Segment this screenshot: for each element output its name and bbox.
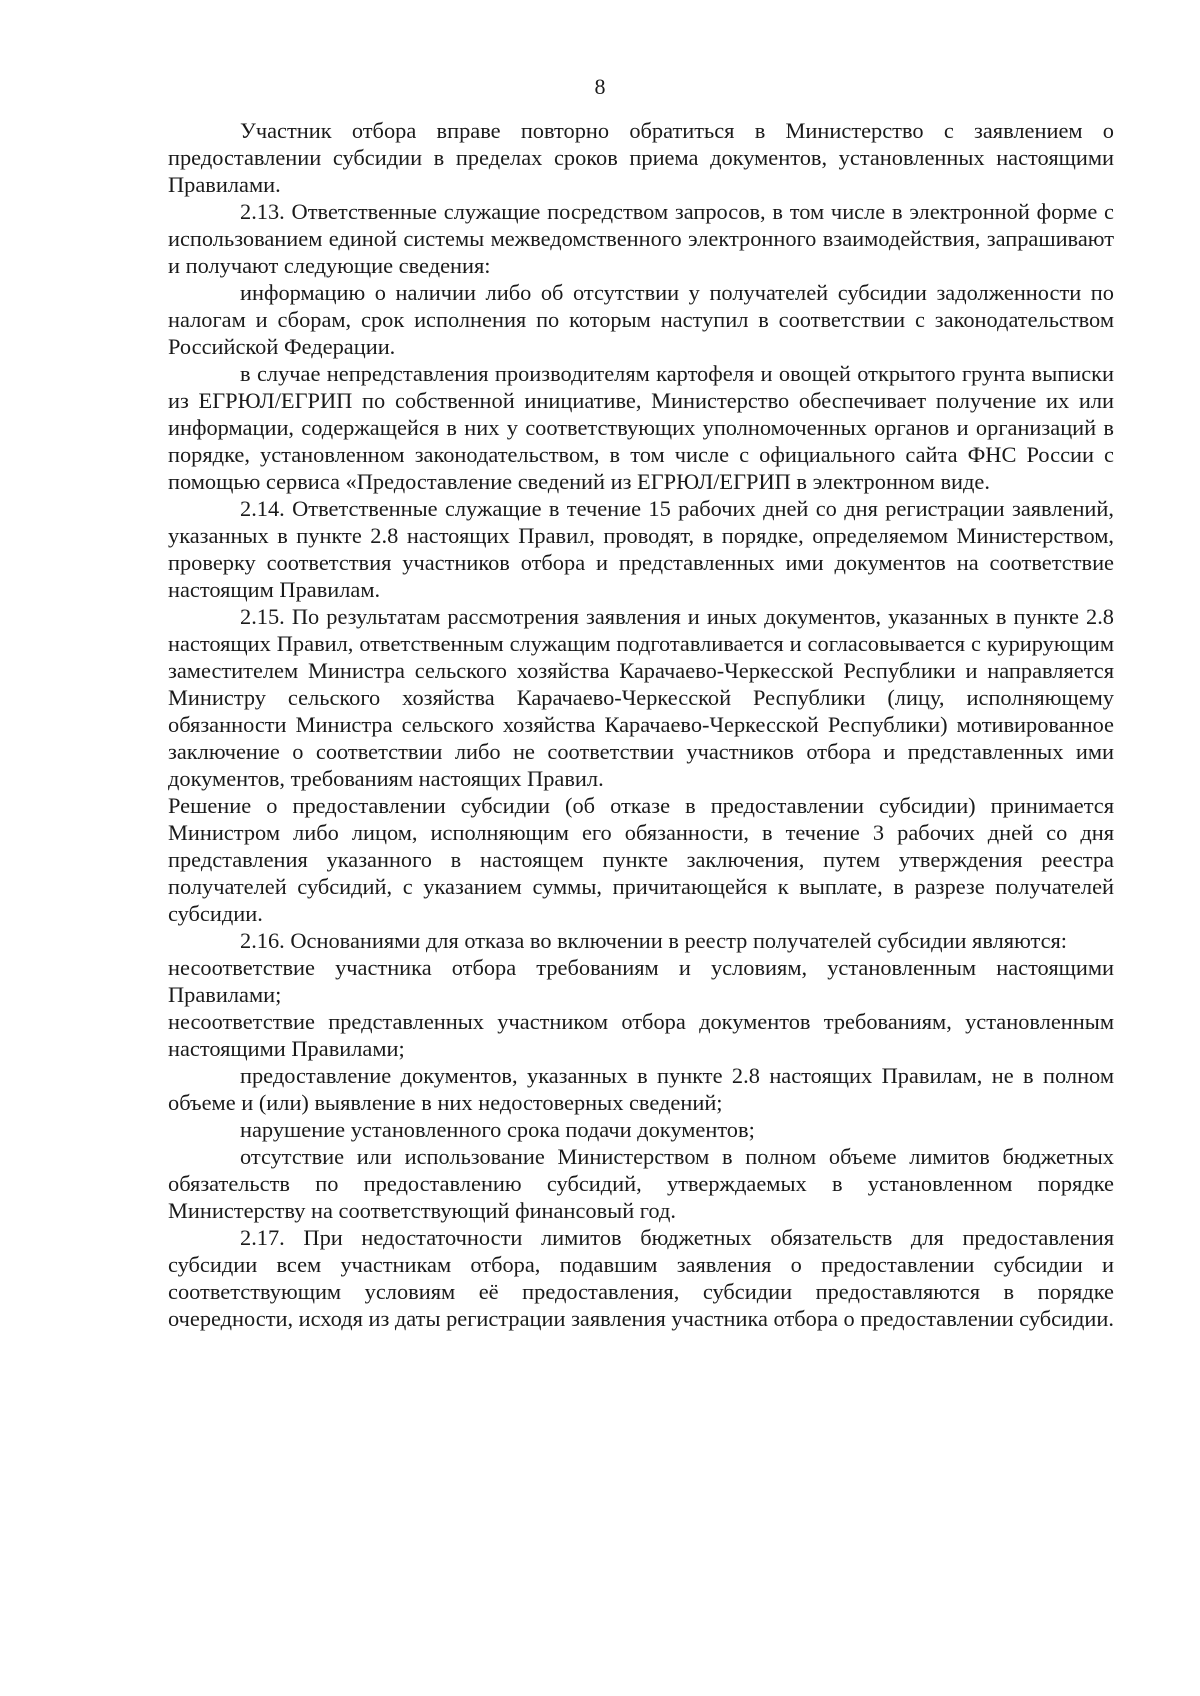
paragraph-2-13: 2.13. Ответственные служащие посредством запросов, в том числе в электронной форме с использованием единой системы межведомственного электронного взаимодействия, запрашивают и получают следующие сведения: <box>168 199 1114 278</box>
refusal-ground-item: несоответствие представленных участником отбора документов требованиям, установленным настоящими Правилами; <box>168 1009 1114 1061</box>
paragraph-2-15: 2.15. По результатам рассмотрения заявления и иных документов, указанных в пункте 2.8 настоящих Правил, ответственным служащим подготавливается и согласовывается с курирующим заместителем Министра сельского хозяйства Карачаево-Черкесской Республики и направляется Министру сельского хозяйства Карачаево-Черкесской Республики (лицу, исполняющему обязанности Министра сельского хозяйства Карачаево-Черкесской Республики) мотивированное заключение о соответствии либо не соответствии участников отбора и представленных ими документов, требованиям настоящих Правил. <box>168 604 1114 791</box>
page-number: 8 <box>594 74 606 99</box>
document-body <box>168 117 1114 1332</box>
paragraph-2-16: 2.16. Основаниями для отказа во включении в реестр получателей субсидии являются: <box>240 928 1068 953</box>
refusal-ground-item: несоответствие участника отбора требованиям и условиям, установленным настоящими Правилами; <box>168 955 1114 1007</box>
paragraph-2-14: 2.14. Ответственные служащие в течение 15 рабочих дней со дня регистрации заявлений, указанных в пункте 2.8 настоящих Правил, проводят, в порядке, определяемом Министерством, проверку соответствия участников отбора и представленных ими документов на соответствие настоящим Правилам. <box>168 496 1114 602</box>
paragraph-resubmission: Участник отбора вправе повторно обратиться в Министерство с заявлением о предоставлении субсидии в пределах сроков приема документов, установленных настоящими Правилами. <box>168 118 1114 197</box>
paragraph-egrul-extract: в случае непредставления производителям картофеля и овощей открытого грунта выписки из ЕГРЮЛ/ЕГРИП по собственной инициативе, Министерство обеспечивает получение их или информации, содержащейся в них у соответствующих уполномоченных органов и организаций в порядке, установленном законодательством, в том числе с официального сайта ФНС России с помощью сервиса «Предоставление сведений из ЕГРЮЛ/ЕГРИП в электронном виде. <box>168 361 1114 494</box>
refusal-ground-item: отсутствие или использование Министерством в полном объеме лимитов бюджетных обязательств по предоставлению субсидий, утверждаемых в установленном порядке Министерству на соответствующий финансовый год. <box>168 1144 1114 1223</box>
paragraph-tax-debt-info: информацию о наличии либо об отсутствии у получателей субсидии задолженности по налогам и сборам, срок исполнения по которым наступил в соответствии с законодательством Российской Федерации. <box>168 280 1114 359</box>
paragraph-2-17: 2.17. При недостаточности лимитов бюджетных обязательств для предоставления субсидии всем участникам отбора, подавшим заявления о предоставлении субсидии и соответствующим условиям её предоставления, субсидии предоставляются в порядке очередности, исходя из даты регистрации заявления участника отбора о предоставлении субсидии. <box>168 1225 1114 1331</box>
refusal-ground-item: нарушение установленного срока подачи документов; <box>240 1117 755 1142</box>
paragraph-decision: Решение о предоставлении субсидии (об отказе в предоставлении субсидии) принимается Министром либо лицом, исполняющим его обязанности, в течение 3 рабочих дней со дня представления указанного в настоящем пункте заключения, путем утверждения реестра получателей субсидий, с указанием суммы, причитающейся к выплате, в разрезе получателей субсидии. <box>168 793 1114 926</box>
refusal-ground-item: предоставление документов, указанных в пункте 2.8 настоящих Правилам, не в полном объеме и (или) выявление в них недостоверных сведений; <box>168 1063 1114 1115</box>
